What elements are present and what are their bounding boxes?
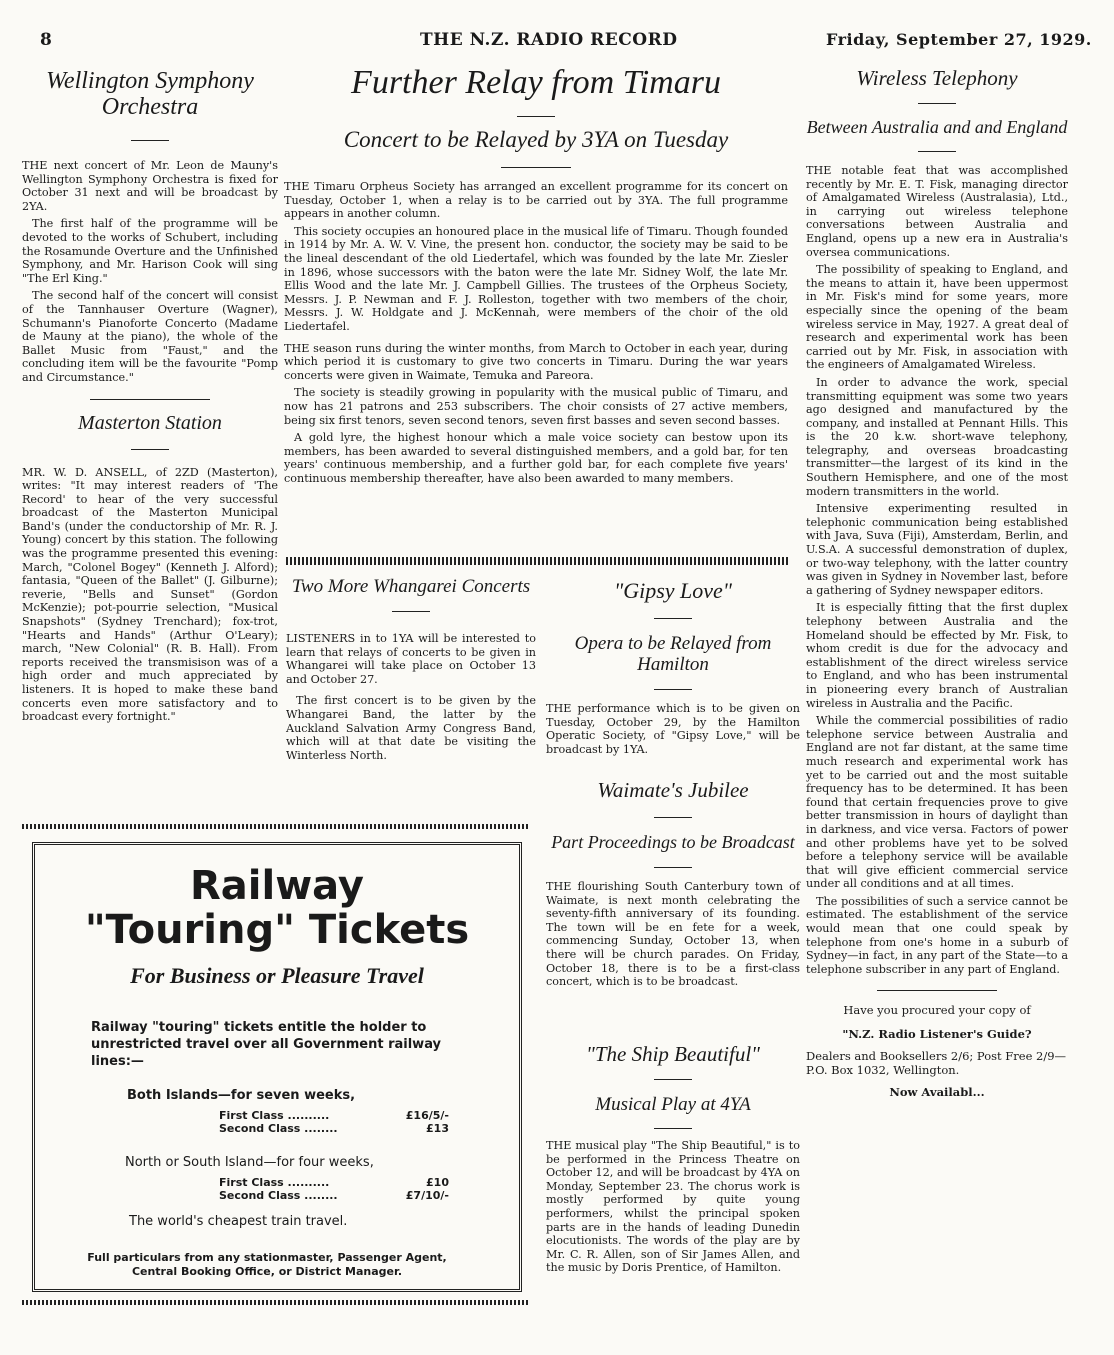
price-label: Second Class ........ [219,1189,338,1202]
ad-top-border [22,824,530,829]
whangarei-para: LISTENERS in to 1YA will be interested to learn that relays of concerts to be given in Whangarei will take place on October 13 and October 27. [286,632,536,686]
masterton-title: Masterton Station [78,411,222,434]
ship-para: THE musical play "The Ship Beautiful," is to be performed in the Princess Theatre on October 12, and will be broadcast by 4YA on Monday, September 23. The chorus work is mostly performed by quite young performers, whilst the principal spoken parts are in the hands of leading Dunedin elocutionists. The words of the play are by Mr. C. R. Allen, son of Sir James Allen, and the music by Doris Prentice, of Hamilton. [546,1139,800,1275]
guide-question: Have you procured your copy of [843,1003,1031,1018]
divider [392,611,430,612]
ad-cheapest: The world's cheapest train travel. [129,1214,348,1229]
wireless-subtitle: Between Australia and and England [806,117,1068,137]
price-row [219,1189,449,1202]
divider [654,867,692,868]
ad-both-prices [219,1109,449,1135]
issue-date: Friday, September 27, 1929. [826,30,1092,49]
timaru-article [284,64,788,489]
guide-title: "N.Z. Radio Listener's Guide? [842,1027,1032,1042]
price-value: £16/5/- [405,1109,449,1122]
ad-intro: Railway "touring" tickets entitle the holder to unrestricted travel over all Government railway lines:— [91,1020,442,1069]
waimate-article [546,778,800,993]
gipsy-subtitle: Opera to be Relayed from Hamilton [574,633,772,675]
price-row [219,1122,449,1135]
wireless-para: While the commercial possibilities of radio telephone service between Australia and England are not far distant, at the same time much research and experimental work has yet to be carried out and the most suitable frequency has to be determined. It has been found that certain frequencies prove to give better transmission in hours of daylight than in darkness, and vice versa. Factors of power and other problems have yet to be solved before a telephony service will be available that will give efficient commercial service under all conditions and at all times. [806,714,1068,891]
ship-article [546,1042,800,1279]
ad-heading-touring: "Touring" Tickets [84,907,470,953]
timaru-title: Further Relay from Timaru [351,64,721,101]
timaru-para: A gold lyre, the highest honour which a male voice society can bestow upon its members, has been awarded to several distinguished members, and a gold bar, for ten years' continuous membership, and a further gold bar, for each complete five years' continuous membership thereafter, have also been awarded to many members. [284,431,788,485]
wireless-title: Wireless Telephony [856,66,1018,90]
waimate-title: Waimate's Jubilee [597,778,749,802]
column-separator [286,557,788,565]
ad-subheading: For Business or Pleasure Travel [130,963,424,988]
ad-both-islands: Both Islands—for seven weeks, [127,1088,356,1103]
divider [654,1128,692,1129]
price-value: £10 [426,1176,449,1189]
whangarei-title: Two More Whangarei Concerts [291,576,531,597]
wireless-para: The possibilities of such a service cannot be estimated. The establishment of the service would mean that one could speak by telephone from one's home in a suburb of Sydney—in fact, in any part of the State—to a telephone subscriber in any part of England. [806,894,1068,976]
wireless-para: In order to advance the work, special transmitting equipment was some two years ago designed and manufactured by the company, and installed at Pennant Hills. This is the 20 k.w. short-wave telephony, telegraphy, and overseas broadcasting transmitter—the largest of its kind in the Southern Hemisphere, and one of the most modern transmitters in the world. [806,375,1068,498]
price-value: £13 [426,1122,449,1135]
wireless-para: Intensive experimenting resulted in telephonic communication being established with Java, Suva (Fiji), Amsterdam, Berlin, and U.S.A. A successful demonstration of duplex, or two-way telephony, with the latter country was given in Sydney in November last, before a gathering of Sydney newspaper editors. [806,502,1068,597]
page-number: 8 [40,30,53,50]
wireless-para: THE notable feat that was accomplished recently by Mr. E. T. Fisk, managing director of Amalgamated Wireless (Australasia), Ltd., in carrying out wireless telephone conversations between Australia and England, opens up a new era in Australia's oversea communications. [806,164,1068,259]
publication-title: THE N.Z. RADIO RECORD [420,30,678,50]
divider [517,116,555,117]
ship-title: "The Ship Beautiful" [586,1042,760,1066]
wellington-para: The second half of the concert will consist of the Tannhauser Overture (Wagner), Schumann's Pianoforte Concerto (Madame de Mauny at the piano), the whole of the Ballet Music from "Faust," and the concluding item will be the favourite "Pomp and Circumstance." [22,289,278,384]
wireless-para: It is especially fitting that the first duplex telephony between Australia and the Homeland should be effected by Mr. Fisk, to whom credit is due for the advocacy and establishment of the direct wireless service to England, and who has been instrumental in pioneering every branch of Australian wireless in Australia and the Pacific. [806,601,1068,710]
price-value: £7/10/- [405,1189,449,1202]
divider [131,449,169,450]
ad-north-south: North or South Island—for four weeks, [125,1155,374,1170]
price-label: First Class .......... [219,1109,330,1122]
whangarei-article [286,576,536,766]
price-label: Second Class ........ [219,1122,338,1135]
guide-cta: Now Availabl... [889,1085,985,1100]
timaru-para: The society is steadily growing in popularity with the musical public of Timaru, and now has 21 patrons and 253 subscribers. The choir consists of 27 active members, being six first tenors, seven second tenors, seven first basses and seven second basses. [284,386,788,427]
price-row [219,1109,449,1122]
wellington-para: THE next concert of Mr. Leon de Mauny's Wellington Symphony Orchestra is fixed for October 31 next and will be broadcast by 2YA. [22,159,278,213]
timaru-subtitle: Concert to be Relayed by 3YA on Tuesday [343,127,729,152]
wellington-title: Wellington Symphony Orchestra [46,68,254,120]
wellington-para: The first half of the programme will be devoted to the works of Schubert, including the Rosamunde Overture and the Unfinished Symphony, and Mr. Harison Cook will sing "The Erl King." [22,217,278,285]
divider [654,618,692,619]
ad-heading-railway: Railway [189,863,364,909]
ad-footer: Full particulars from any stationmaster, Passenger Agent, Central Booking Office, or District Manager. [87,1251,447,1278]
section-divider [877,990,997,991]
ship-subtitle: Musical Play at 4YA [595,1094,751,1115]
divider [654,1079,692,1080]
divider [131,140,169,141]
guide-details: Dealers and Booksellers 2/6; Post Free 2/9—P.O. Box 1032, Wellington. [806,1049,1067,1078]
divider [918,103,956,104]
price-row [219,1176,449,1189]
divider [918,151,956,152]
gipsy-title: "Gipsy Love" [613,578,733,603]
timaru-para: This society occupies an honoured place in the musical life of Timaru. Though founded in 1914 by Mr. A. W. V. Vine, the present hon. conductor, the society may be said to be the lineal descendant of the old Liedertafel, which was founded by the late Mr. Ziesler in 1896, whose successors with the baton were the late Mr. Sidney Wolf, the late Mr. Ellis Wood and the late Mr. J. Campbell Gillies. The trustees of the Orpheus Society, Messrs. J. P. Newman and F. J. Rolleston, together with two members of the choir, Messrs. J. W. Holdgate and J. McKennah, were members of the choir of the old Liedertafel. [284,224,788,333]
wireless-article [806,66,1068,1099]
gipsy-article [546,578,800,760]
ad-bottom-border [22,1300,530,1305]
timaru-para: THE season runs during the winter months, from March to October in each year, during which period it is customary to give two concerts in Timaru. During the war years concerts were given in Waimate, Temuka and Pareora. [284,341,788,382]
section-divider [90,399,210,400]
wellington-article [22,68,278,728]
masterton-para: MR. W. D. ANSELL, of 2ZD (Masterton), writes: "It may interest readers of 'The Record' to hear of the very successful broadcast of the Masterton Municipal Band's (under the conductorship of Mr. R. J. Young) concert by this station. The following was the programme presented this evening: March, "Colonel Bogey" (Kenneth J. Alford); fantasia, "Queen of the Ballet" (J. Gilburne); reverie, "Bells and Sunset" (Gordon McKenzie); pot-pourrie selection, "Musical Snapshots" (Sydney Trenchard); fox-trot, "Hearts and Hands" (Arthur O'Leary); march, "New Colonial" (R. B. Hall). From reports received the transmisison was of a high order and much appreciated by listeners. It is hoped to make these band concerts even more satisfactory and to broadcast every fortnight." [22,465,278,724]
waimate-para: THE flourishing South Canterbury town of Waimate, is next month celebrating the seventy-fifth anniversary of its founding. The town will be en fete for a week, commencing Sunday, October 13, when there will be church parades. On Friday, October 18, there is to be a first-class concert, which is to be broadcast. [546,880,800,989]
timaru-para: THE Timaru Orpheus Society has arranged an excellent programme for its concert on Tuesday, October 1, when a relay is to be carried out by 3YA. The full programme appears in another column. [284,180,788,221]
railway-advert [32,842,522,1292]
wireless-para: The possibility of speaking to England, and the means to attain it, have been uppermost in Mr. Fisk's mind for some years, more especially since the opening of the beam wireless service in May, 1927. A great deal of research and experimental work has been carried out by Mr. Fisk, in association with the engineers of Amalgamated Wireless. [806,263,1068,372]
waimate-subtitle: Part Proceedings to be Broadcast [551,832,795,852]
divider [501,167,571,168]
ad-ns-prices [219,1176,449,1202]
divider [654,817,692,818]
gipsy-para: THE performance which is to be given on Tuesday, October 29, by the Hamilton Operatic Society, of "Gipsy Love," will be broadcast by 1YA. [546,702,800,756]
whangarei-para: The first concert is to be given by the Whangarei Band, the latter by the Auckland Salvation Army Congress Band, which will at that date be visiting the Winterless North. [286,694,536,762]
divider [654,689,692,690]
price-label: First Class .......... [219,1176,330,1189]
